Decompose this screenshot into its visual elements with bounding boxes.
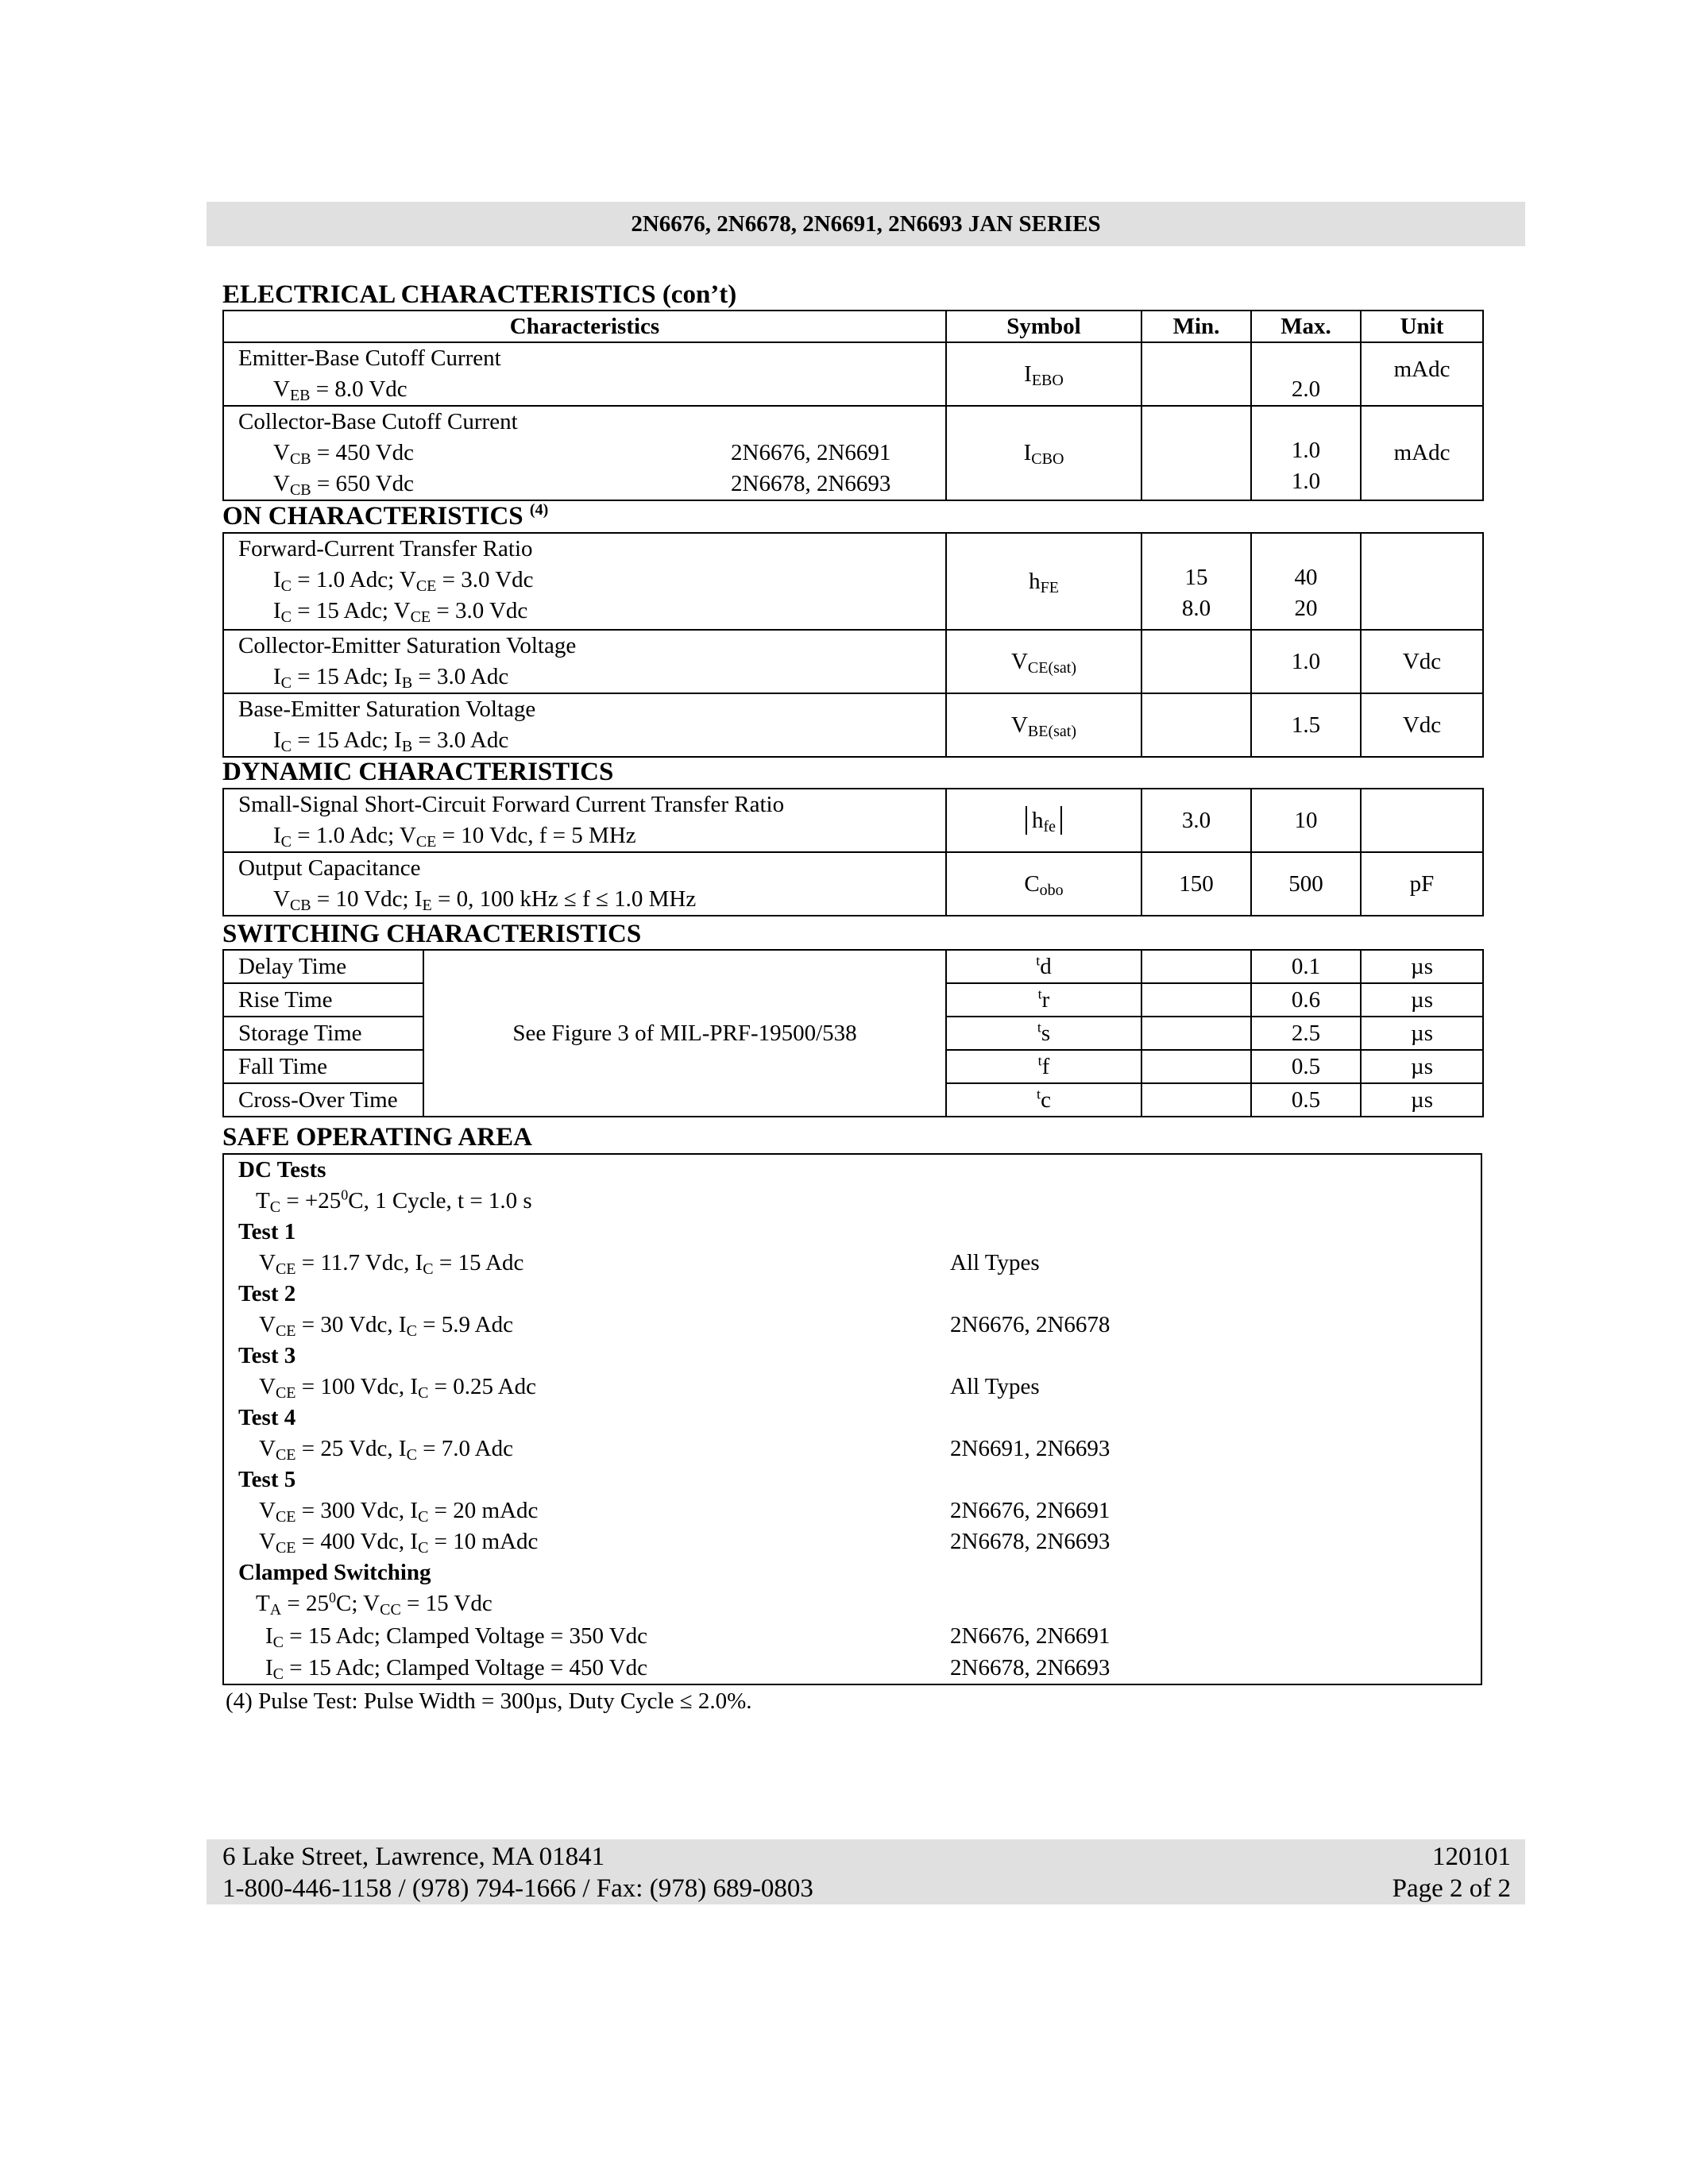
unit-cell — [1361, 533, 1483, 630]
row-name: Emitter-Base Cutoff Current — [238, 345, 501, 371]
device-types: 2N6678, 2N6693 — [731, 471, 891, 496]
table-row — [223, 406, 1483, 500]
row-name: Storage Time — [223, 1017, 423, 1050]
unit-cell: µs — [1361, 983, 1483, 1017]
switching-table — [222, 949, 1484, 1117]
symbol-cell: $^t$c — [946, 1083, 1141, 1117]
min-cell — [1141, 983, 1251, 1017]
footer-page: Page 2 of 2 — [1392, 1874, 1511, 1903]
dynamic-heading: DYNAMIC CHARACTERISTICS — [222, 758, 614, 786]
device-types: 2N6691, 2N6693 — [950, 1436, 1111, 1461]
test1-condition: $V_{CE} = 11.7$ Vdc, $I_C = 15$ Adc All Types — [259, 1248, 523, 1279]
device-types: 2N6676, 2N6691 — [950, 1498, 1111, 1523]
row-name: Delay Time — [223, 950, 423, 983]
test5-condition: $V_{CE} = 300$ Vdc, $I_C = 20$ mAdc 2N6676, 2N6691 — [259, 1495, 538, 1526]
on-table — [222, 532, 1484, 758]
on-heading: ON CHARACTERISTICS $^{(4)}$ — [222, 501, 549, 531]
max-cell: 0.1 — [1251, 950, 1361, 983]
max-cell: 0.5 — [1251, 1083, 1361, 1117]
max-cell: 2.5 — [1251, 1017, 1361, 1050]
symbol-cell: $^t$d — [946, 950, 1141, 983]
row-name: Base-Emitter Saturation Voltage — [238, 696, 536, 722]
min-cell — [1141, 1050, 1251, 1083]
table-row — [223, 852, 1483, 916]
test3-label: Test 3 — [238, 1343, 296, 1368]
symbol-cell: $h_{fe}$ — [946, 789, 1141, 852]
row-condition: $I_C = 15$ Adc; $I_B = 3.0$ Adc — [273, 727, 509, 755]
min-cell: 150 — [1141, 852, 1251, 916]
test2-label: Test 2 — [238, 1281, 296, 1306]
min-cell: 3.0 — [1141, 789, 1251, 852]
electrical-heading: ELECTRICAL CHARACTERISTICS (con’t) — [222, 280, 737, 309]
row-condition: $V_{CB} = 650$ Vdc 2N6678, 2N6693 — [238, 469, 945, 500]
row-condition: $I_C = 15$ Adc; $I_B = 3.0$ Adc — [273, 664, 509, 692]
footer-phone: 1-800-446-1158 / (978) 794-1666 / Fax: (978) 689-0803 — [222, 1874, 813, 1903]
row-condition: $V_{EB} = 8.0$ Vdc — [273, 376, 408, 404]
max-cell: 0.5 — [1251, 1050, 1361, 1083]
footer-address: 6 Lake Street, Lawrence, MA 01841 — [222, 1843, 605, 1871]
row-condition: $V_{CB} = 10$ Vdc; $I_E = 0$, 100 kHz ≤ f ≤ 1.0 MHz — [273, 886, 697, 914]
dc-tests-label: DC Tests — [238, 1157, 326, 1183]
table-row — [223, 342, 1483, 406]
unit-cell: µs — [1361, 1050, 1483, 1083]
electrical-table — [222, 310, 1484, 501]
max-cell: 500 — [1251, 852, 1361, 916]
max-cell: 2.0 — [1251, 342, 1361, 406]
row-condition: $V_{CB} = 450$ Vdc 2N6676, 2N6691 — [238, 438, 945, 469]
min-cell — [1141, 1017, 1251, 1050]
table-row — [223, 950, 1483, 983]
table-row — [223, 789, 1483, 852]
row-name: Collector-Base Cutoff Current — [238, 409, 518, 434]
footer-code: 120101 — [1432, 1843, 1511, 1871]
unit-cell: µs — [1361, 950, 1483, 983]
clamped-conditions: $T_A = 25^0C$; $V_{CC} = 15$ Vdc — [256, 1589, 492, 1619]
row-condition: $I_C = 15$ Adc; $V_{CE} = 3.0$ Vdc — [273, 598, 528, 626]
row-name: Cross-Over Time — [223, 1083, 423, 1117]
test5-label: Test 5 — [238, 1467, 296, 1492]
unit-cell: Vdc — [1361, 693, 1483, 757]
min-cell — [1141, 342, 1251, 406]
footnote: (4) Pulse Test: Pulse Width = 300µs, Duty Cycle ≤ 2.0%. — [226, 1688, 752, 1714]
min-cell — [1141, 1083, 1251, 1117]
unit-cell: mAdc — [1361, 342, 1483, 406]
dynamic-table — [222, 788, 1484, 916]
device-types: 2N6678, 2N6693 — [950, 1655, 1111, 1680]
clamped-label: Clamped Switching — [238, 1560, 431, 1585]
table-row — [223, 630, 1483, 693]
test2-condition: $V_{CE} = 30$ Vdc, $I_C = 5.9$ Adc 2N6676, 2N6678 — [259, 1310, 513, 1341]
min-cell — [1141, 693, 1251, 757]
table-row — [223, 533, 1483, 630]
col-min: Min. — [1141, 311, 1251, 342]
test3-condition: $V_{CE} = 100$ Vdc, $I_C = 0.25$ Adc All Types — [259, 1372, 536, 1403]
symbol-cell: $^t$r — [946, 983, 1141, 1017]
device-types: 2N6678, 2N6693 — [950, 1529, 1111, 1554]
col-max: Max. — [1251, 311, 1361, 342]
symbol-cell: $V_{BE(sat)}$ — [946, 693, 1141, 757]
unit-cell: pF — [1361, 852, 1483, 916]
max-cell: 10 — [1251, 789, 1361, 852]
symbol-cell: $I_{EBO}$ — [946, 342, 1141, 406]
col-unit: Unit — [1361, 311, 1483, 342]
row-name: Forward-Current Transfer Ratio — [238, 536, 533, 561]
series-title: 2N6676, 2N6678, 2N6691, 2N6693 JAN SERIES — [207, 202, 1525, 246]
min-cell — [1141, 630, 1251, 693]
min-cell — [1141, 950, 1251, 983]
unit-cell: µs — [1361, 1017, 1483, 1050]
device-types: 2N6676, 2N6691 — [731, 440, 891, 465]
min-cell: 15 8.0 — [1141, 533, 1251, 630]
symbol-cell: $h_{FE}$ — [946, 533, 1141, 630]
switching-heading: SWITCHING CHARACTERISTICS — [222, 920, 642, 948]
max-cell: 40 20 — [1251, 533, 1361, 630]
unit-cell: mAdc — [1361, 406, 1483, 500]
unit-cell — [1361, 789, 1483, 852]
col-symbol: Symbol — [946, 311, 1141, 342]
col-characteristics: Characteristics — [223, 311, 946, 342]
device-types: All Types — [950, 1374, 1040, 1399]
row-condition: $I_C = 1.0$ Adc; $V_{CE} = 10$ Vdc, f = 5 MHz — [273, 823, 636, 851]
test1-label: Test 1 — [238, 1219, 296, 1244]
test4-condition: $V_{CE} = 25$ Vdc, $I_C = 7.0$ Adc 2N6691, 2N6693 — [259, 1433, 513, 1464]
switching-note: See Figure 3 of MIL-PRF-19500/538 — [423, 950, 946, 1117]
symbol-cell: $C_{obo}$ — [946, 852, 1141, 916]
symbol-cell: $V_{CE(sat)}$ — [946, 630, 1141, 693]
dc-conditions: $T_C = +25^0C$, 1 Cycle, t = 1.0 s — [256, 1187, 532, 1216]
row-condition: $I_C = 1.0$ Adc; $V_{CE} = 3.0$ Vdc — [273, 567, 534, 595]
device-types: 2N6676, 2N6678 — [950, 1312, 1111, 1337]
max-cell: 0.6 — [1251, 983, 1361, 1017]
row-name: Output Capacitance — [238, 855, 421, 881]
symbol-cell: $^t$s — [946, 1017, 1141, 1050]
unit-cell: µs — [1361, 1083, 1483, 1117]
device-types: 2N6676, 2N6691 — [950, 1623, 1111, 1649]
soa-heading: SAFE OPERATING AREA — [222, 1123, 532, 1152]
table-row — [223, 693, 1483, 757]
max-cell: 1.0 — [1251, 630, 1361, 693]
row-name: Rise Time — [223, 983, 423, 1017]
test5-condition: $V_{CE} = 400$ Vdc, $I_C = 10$ mAdc 2N6678, 2N6693 — [259, 1526, 538, 1557]
row-name: Small-Signal Short-Circuit Forward Current Transfer Ratio — [238, 792, 785, 817]
row-name: Collector-Emitter Saturation Voltage — [238, 633, 577, 658]
row-name: Fall Time — [223, 1050, 423, 1083]
footer — [207, 1839, 1525, 1904]
clamped-condition: $I_C = 15$ Adc; Clamped Voltage = 450 Vdc 2N6678, 2N6693 — [265, 1653, 647, 1684]
max-cell: 1.0 1.0 — [1251, 406, 1361, 500]
device-types: All Types — [950, 1250, 1040, 1275]
symbol-cell: $I_{CBO}$ — [946, 406, 1141, 500]
max-cell: 1.5 — [1251, 693, 1361, 757]
clamped-condition: $I_C = 15$ Adc; Clamped Voltage = 350 Vdc 2N6676, 2N6691 — [265, 1621, 647, 1652]
symbol-cell: $^t$f — [946, 1050, 1141, 1083]
unit-cell: Vdc — [1361, 630, 1483, 693]
soa-box — [222, 1153, 1482, 1685]
test4-label: Test 4 — [238, 1405, 296, 1430]
min-cell — [1141, 406, 1251, 500]
